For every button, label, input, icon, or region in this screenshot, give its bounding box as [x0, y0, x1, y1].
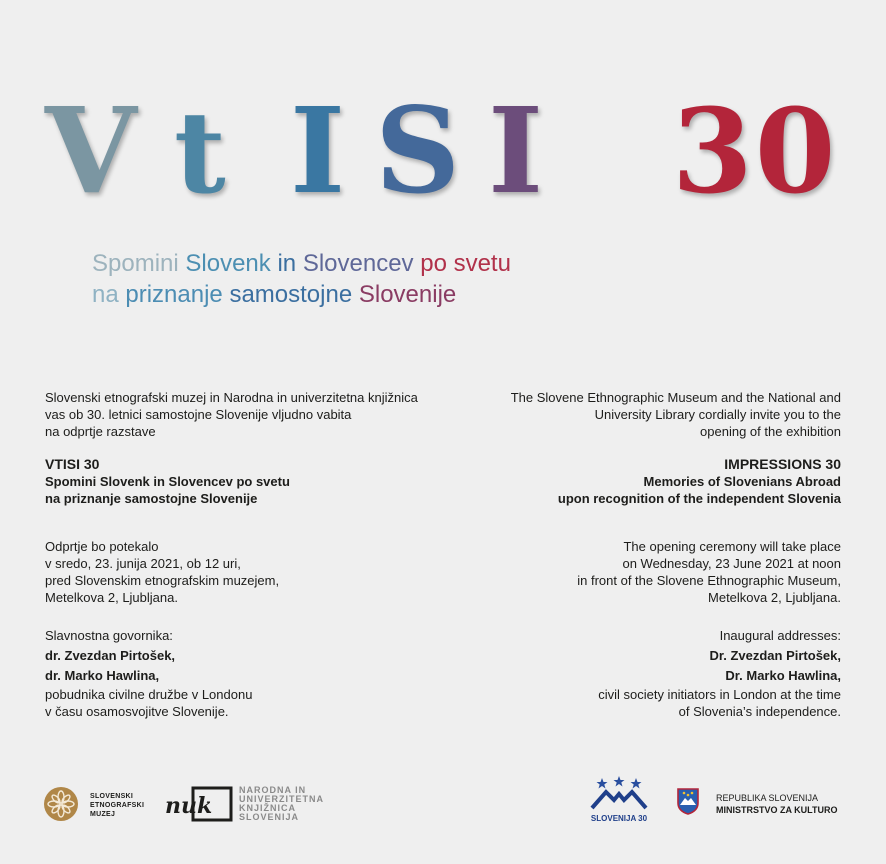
- speaker-name: dr. Zvezdan Pirtošek,: [45, 648, 176, 663]
- invitation-sl-opening: [45, 538, 445, 606]
- subtitle-word: Slovenk: [185, 250, 271, 277]
- exhibition-subheading: na priznanje samostojne Slovenije: [45, 491, 258, 506]
- invitation-sl-intro: [45, 389, 445, 440]
- nuk-logo-icon: [163, 786, 233, 829]
- subtitle-word: Slovencev: [302, 250, 414, 277]
- title-letter-t: t: [174, 88, 226, 219]
- logo-text-line: NARODNA IN: [239, 785, 307, 795]
- invitation-sl-speakers: [45, 626, 445, 720]
- subtitle-word: in: [277, 250, 297, 277]
- title-letter-v: V: [45, 81, 137, 220]
- title-letter-s: S: [375, 81, 461, 220]
- sem-logo-icon: [44, 787, 78, 821]
- logo-text-line: UNIVERZITETNA: [239, 794, 324, 804]
- logo-text-line: MUZEJ: [90, 811, 116, 818]
- subtitle-word: Slovenije: [358, 281, 457, 308]
- triglav-stars-icon: [588, 776, 650, 812]
- speakers-label: Slavnostna govornika:: [45, 628, 173, 643]
- speakers-note: v času osamosvojitve Slovenije.: [45, 704, 229, 719]
- sem-logo-text: [90, 792, 144, 819]
- speakers-label: Inaugural addresses:: [719, 628, 841, 643]
- speaker-name: Dr. Zvezdan Pirtošek,: [709, 648, 841, 663]
- intro-line: Slovenski etnografski muzej in Narodna in univerzitetna knjižnica: [45, 390, 418, 405]
- opening-line: Metelkova 2, Ljubljana.: [708, 590, 841, 605]
- nuk-logo-text: [239, 786, 324, 822]
- subtitle-word: Spomini: [92, 250, 179, 277]
- logo-text-line: SLOVENSKI: [90, 793, 134, 800]
- subtitle-line-2: [92, 279, 511, 310]
- opening-line: v sredo, 23. junija 2021, ob 12 uri,: [45, 556, 241, 571]
- intro-line: University Library cordially invite you to the: [594, 407, 841, 422]
- exhibition-subheading: upon recognition of the independent Slovenia: [557, 491, 841, 506]
- speaker-name: dr. Marko Hawlina,: [45, 668, 160, 683]
- opening-line: pred Slovenskim etnografskim muzejem,: [45, 573, 280, 588]
- exhibition-heading: VTISI 30: [45, 456, 100, 472]
- exhibition-subtitle: [92, 248, 511, 310]
- title-letter-i2: I: [488, 81, 544, 220]
- speakers-note: pobudnika civilne družbe v Londonu: [45, 687, 253, 702]
- subtitle-line-1: [92, 248, 511, 279]
- title-number: 30: [672, 84, 838, 220]
- subtitle-word: po svetu: [420, 250, 511, 277]
- ministry-logo-text: [716, 792, 838, 816]
- speakers-note: of Slovenia’s independence.: [678, 704, 841, 719]
- logo-text-line: MINISTRSTVO ZA KULTURO: [716, 805, 838, 815]
- invitation-sl-heading: [45, 456, 445, 507]
- opening-line: The opening ceremony will take place: [623, 539, 841, 554]
- opening-line: Metelkova 2, Ljubljana.: [45, 590, 178, 605]
- speakers-note: civil society initiators in London at the time: [598, 687, 841, 702]
- intro-line: The Slovene Ethnographic Museum and the National and: [510, 390, 841, 405]
- invitation-en-heading: [421, 456, 841, 507]
- invitation-en-speakers: [421, 626, 841, 720]
- logo-text-line: KNJIŽNICA: [239, 803, 297, 813]
- subtitle-word: na: [92, 281, 119, 308]
- opening-line: Odprtje bo potekalo: [45, 539, 159, 554]
- exhibition-subheading: Memories of Slovenians Abroad: [643, 474, 841, 489]
- logo-text-line: ETNOGRAFSKI: [90, 802, 145, 809]
- opening-line: in front of the Slovene Ethnographic Museum,: [577, 573, 841, 588]
- intro-line: vas ob 30. letnici samostojne Slovenije vljudno vabita: [45, 407, 352, 422]
- subtitle-word: priznanje: [125, 281, 223, 308]
- invitation-en-opening: [421, 538, 841, 606]
- intro-line: opening of the exhibition: [700, 424, 841, 439]
- logo-text-line: SLOVENIJA: [239, 812, 300, 822]
- exhibition-heading: IMPRESSIONS 30: [724, 456, 841, 472]
- intro-line: na odprtje razstave: [45, 424, 156, 439]
- coat-of-arms-icon: [676, 787, 700, 820]
- opening-line: on Wednesday, 23 June 2021 at noon: [622, 556, 841, 571]
- speaker-name: Dr. Marko Hawlina,: [725, 668, 841, 683]
- slovenija-30-text: SLOVENIJA 30: [590, 814, 648, 823]
- slovenija-30-logo: [588, 776, 650, 823]
- nuk-mark-text: nuk: [165, 793, 213, 819]
- invitation-en-intro: [421, 389, 841, 440]
- exhibition-subheading: Spomini Slovenk in Slovencev po svetu: [45, 474, 290, 489]
- title-letter-i: I: [290, 81, 346, 220]
- subtitle-word: samostojne: [229, 281, 353, 308]
- logo-text-line: REPUBLIKA SLOVENIJA: [716, 793, 819, 803]
